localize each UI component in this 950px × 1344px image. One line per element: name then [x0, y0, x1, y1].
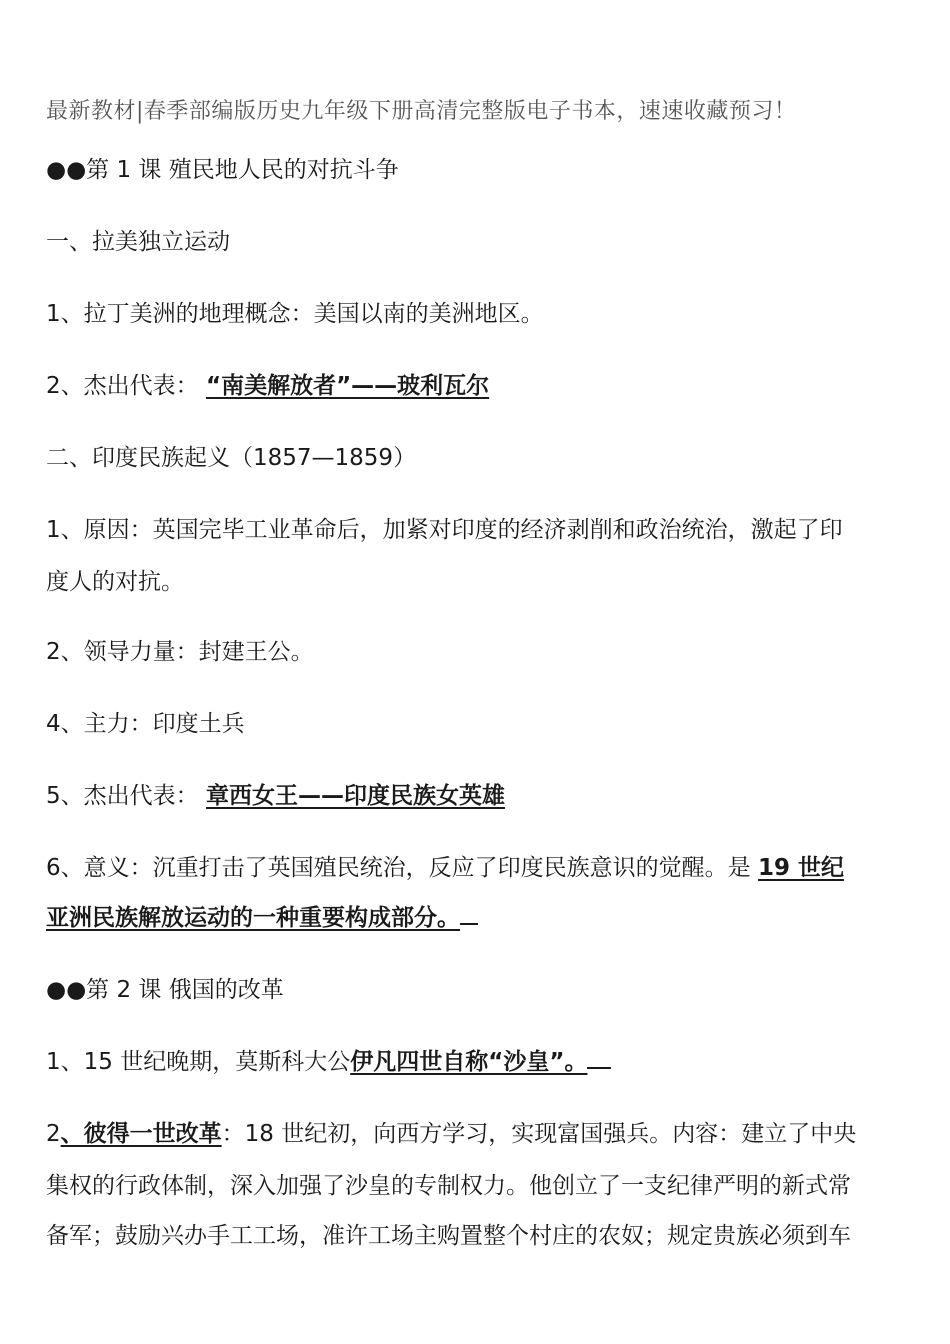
underline-tail	[587, 1043, 611, 1069]
section-la-independence: 一、拉美独立运动	[46, 229, 230, 255]
item-india-cause-line1: 1、原因：英国完毕工业革命后，加紧对印度的经济剥削和政治统治，激起了印	[46, 517, 843, 543]
item-russia-tsar	[46, 1036, 908, 1088]
underline-tail	[460, 899, 478, 925]
item-india-cause-line2: 度人的对抗。	[46, 569, 184, 595]
item-india-main-force: 4、主力：印度土兵	[46, 711, 245, 737]
item-india-meaning-line1	[46, 842, 908, 894]
peter-highlight: 、彼得一世改革	[60, 1121, 222, 1147]
item-india-leader: 2、领导力量：封建王公。	[46, 639, 314, 665]
item-la-geography: 1、拉丁美洲的地理概念：美国以南的美洲地区。	[46, 301, 544, 327]
item-india-meaning-line2	[46, 892, 908, 944]
rani-highlight: 章西女王——印度民族女英雄	[205, 783, 505, 809]
bolivar-highlight: “南美解放者”——玻利瓦尔	[205, 373, 490, 399]
item-peter-reform-line1	[46, 1108, 908, 1160]
item-india-hero	[46, 770, 908, 822]
page-header-title: 最新教材|春季部编版历史九年级下册高清完整版电子书本，速速收藏预习！	[46, 99, 797, 124]
item-prefix: 2、杰出代表：	[46, 373, 199, 399]
item-peter-reform-line2: 集权的行政体制，深入加强了沙皇的专制权力。他创立了一支纪律严明的新式常	[46, 1173, 851, 1199]
item-la-representative	[46, 360, 908, 412]
lesson1-title: ●●第 1 课 殖民地人民的对抗斗争	[46, 157, 399, 183]
meaning-highlight-start: 19 世纪	[757, 855, 844, 881]
ivan-highlight: 伊凡四世自称“沙皇”。	[350, 1049, 588, 1075]
peter-rest: ：18 世纪初，向西方学习，实现富国强兵。内容：建立了中央	[221, 1121, 857, 1147]
item-peter-reform-line3: 备军；鼓励兴办手工工场，准许工场主购置整个村庄的农奴；规定贵族必须到车	[46, 1223, 851, 1249]
section-india-uprising: 二、印度民族起义（1857—1859）	[46, 445, 417, 471]
item-prefix: 1、15 世纪晚期，莫斯科大公	[46, 1049, 351, 1075]
meaning-highlight-end: 亚洲民族解放运动的一种重要构成部分。	[46, 905, 460, 931]
lesson2-title: ●●第 2 课 俄国的改革	[46, 977, 284, 1003]
item-prefix: 5、杰出代表：	[46, 783, 199, 809]
item-number: 2	[46, 1121, 61, 1147]
meaning-prefix: 6、意义：沉重打击了英国殖民统治，反应了印度民族意识的觉醒。是	[46, 855, 758, 881]
